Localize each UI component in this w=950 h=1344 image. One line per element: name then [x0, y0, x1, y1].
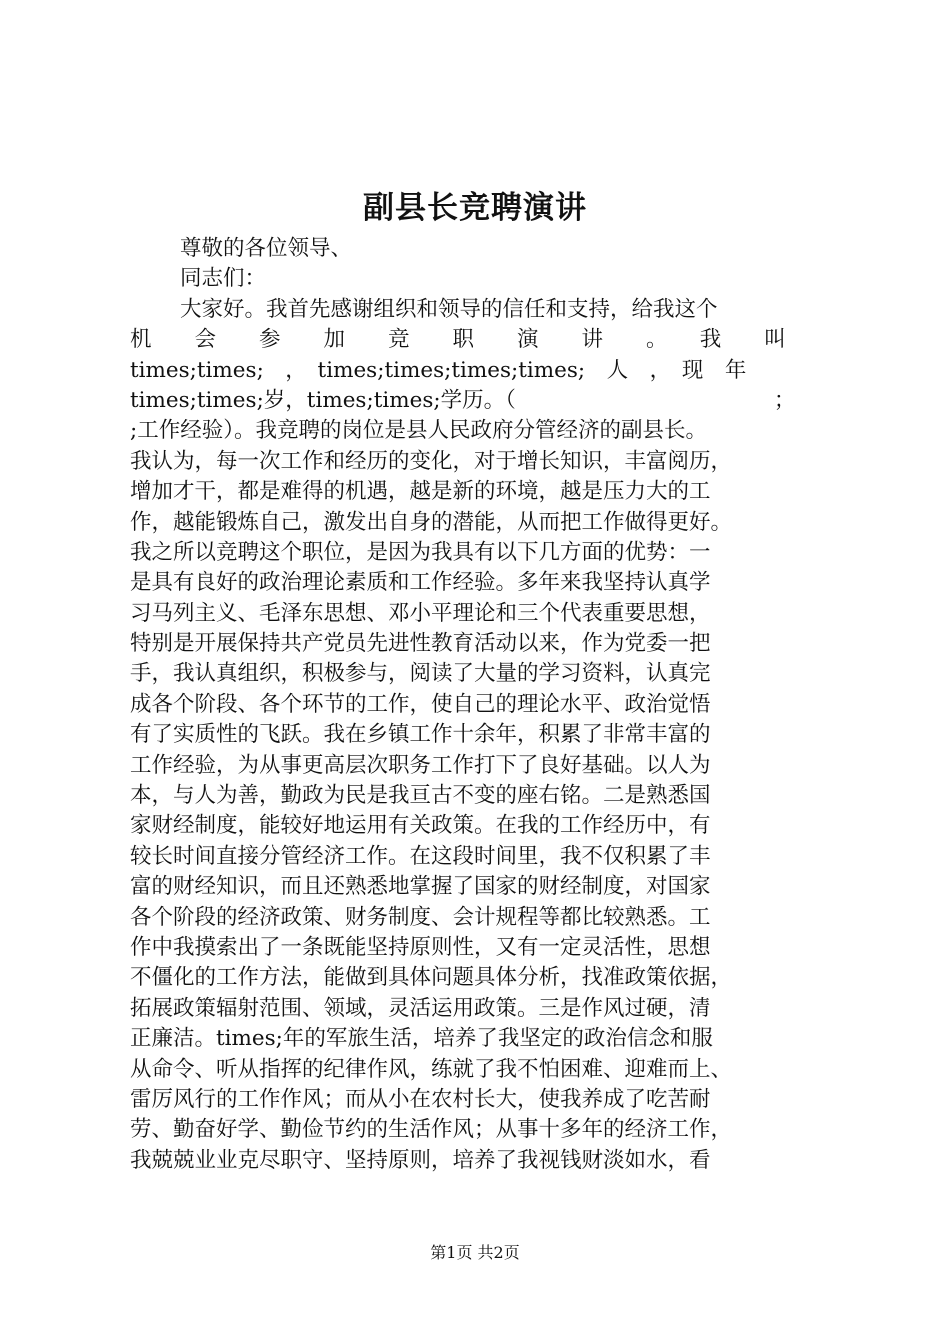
paragraph-line: 家财经制度，能较好地运用有关政策。在我的工作经历中，有	[130, 813, 711, 839]
paragraph-line: 有了实质性的飞跃。我在乡镇工作十余年，积累了非常丰富的	[130, 722, 711, 748]
paragraph-line: 是具有良好的政治理论素质和工作经验。多年来我坚持认真学	[130, 570, 711, 596]
paragraph-line: 劳、勤奋好学、勤俭节约的生活作风；从事十多年的经济工作，	[130, 1117, 733, 1143]
paragraph-line: 本，与人为善，勤政为民是我亘古不变的座右铭。二是熟悉国	[130, 783, 711, 809]
paragraph-line: 作，越能锻炼自己，激发出自身的潜能，从而把工作做得更好。	[130, 509, 733, 535]
paragraph-line: 习马列主义、毛泽东思想、邓小平理论和三个代表重要思想，	[130, 600, 711, 626]
paragraph-line: 作中我摸索出了一条既能坚持原则性，又有一定灵活性，思想	[130, 934, 711, 960]
document-title: 副县长竞聘演讲	[363, 190, 587, 226]
paragraph-line: 机 会 参 加 竞 职 演 讲 。 我 叫	[130, 327, 786, 353]
paragraph-line: 我之所以竞聘这个职位，是因为我具有以下几方面的优势：一	[130, 539, 711, 565]
paragraph-line: 我认为，每一次工作和经历的变化，对于增长知识，丰富阅历，	[130, 448, 733, 474]
paragraph-line: 雷厉风行的工作作风；而从小在农村长大，使我养成了吃苦耐	[130, 1086, 711, 1112]
paragraph-line: times;times; ， times;times;times;times; 人 ， 现 年	[130, 357, 747, 383]
document-body	[130, 234, 830, 1176]
paragraph-line: 工作经验，为从事更高层次职务工作打下了良好基础。以人为	[130, 752, 711, 778]
paragraph-line: 各个阶段的经济政策、财务制度、会计规程等都比较熟悉。工	[130, 904, 711, 930]
paragraph-line: 不僵化的工作方法，能做到具体问题具体分析，找准政策依据，	[130, 965, 733, 991]
paragraph-line: 大家好。我首先感谢组织和领导的信任和支持，给我这个	[180, 296, 718, 322]
paragraph-line: 特别是开展保持共产党员先进性教育活动以来，作为党委一把	[130, 631, 711, 657]
paragraph-line: ;工作经验）。我竞聘的岗位是县人民政府分管经济的副县长。	[130, 418, 707, 444]
paragraph-line: 手，我认真组织，积极参与，阅读了大量的学习资料，认真完	[130, 661, 711, 687]
paragraph-line: 拓展政策辐射范围、领域，灵活运用政策。三是作风过硬，清	[130, 995, 711, 1021]
paragraph-line: 我兢兢业业克尽职守、坚持原则，培养了我视钱财淡如水，看	[130, 1147, 711, 1173]
paragraph-line: 较长时间直接分管经济工作。在这段时间里，我不仅积累了丰	[130, 843, 711, 869]
page-footer: 第1页 共2页	[430, 1243, 520, 1262]
paragraph-line: 富的财经知识，而且还熟悉地掌握了国家的财经制度，对国家	[130, 874, 711, 900]
paragraph-line: 从命令、听从指挥的纪律作风，练就了我不怕困难、迎难而上、	[130, 1056, 733, 1082]
salutation-line: 尊敬的各位领导、	[180, 236, 353, 261]
salutation-line: 同志们：	[180, 266, 267, 292]
paragraph-line: times;times;岁，times;times;学历。（ ；	[130, 387, 796, 413]
paragraph-line: 正廉洁。times;年的军旅生活，培养了我坚定的政治信念和服	[130, 1026, 713, 1052]
paragraph-line: 成各个阶段、各个环节的工作，使自己的理论水平、政治觉悟	[130, 691, 711, 717]
paragraph-line: 增加才干，都是难得的机遇，越是新的环境，越是压力大的工	[130, 479, 711, 505]
